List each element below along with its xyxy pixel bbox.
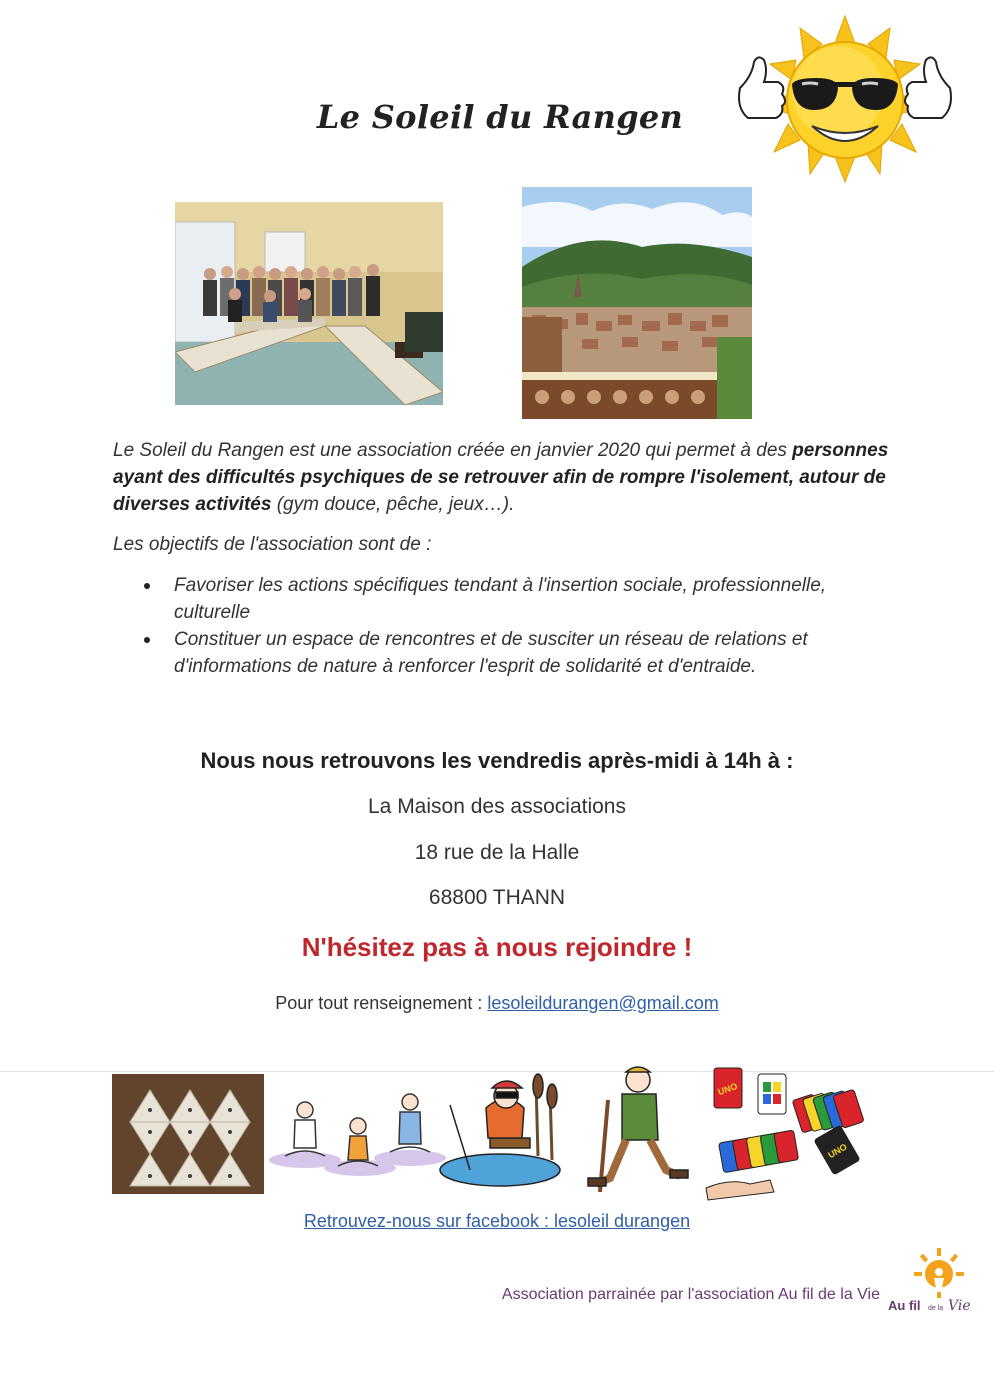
intro-text-start: Le Soleil du Rangen est une association créée en janvier 2020 qui permet à des — [113, 440, 793, 461]
contact-line — [0, 993, 994, 1014]
triomino-game-icon — [112, 1074, 264, 1194]
uno-cards-icon — [706, 1068, 864, 1200]
hiker-icon — [588, 1067, 688, 1192]
objective-text: Constituer un espace de rencontres et de susciter un réseau de relations et d'informations de nature à renforcer l'esprit de solidarité et d'entraide. — [174, 629, 808, 677]
intro-text-end: (gym douce, pêche, jeux…). — [271, 494, 515, 515]
call-to-action: N'hésitez pas à nous rejoindre ! — [301, 932, 693, 962]
facebook-line — [0, 1211, 994, 1232]
bullet-icon — [144, 637, 150, 643]
yoga-people-icon — [269, 1094, 446, 1176]
logo-text-script: Vie — [948, 1298, 971, 1314]
uno-card-label: UNO — [716, 1080, 739, 1098]
uno-card-label: UNO — [826, 1141, 849, 1161]
address-line-3: 68800 THANN — [428, 886, 566, 909]
town-landscape-photo — [522, 187, 752, 419]
meeting-heading: Nous nous retrouvons les vendredis après-midi à 14h à : — [200, 748, 794, 773]
address-line-1: La Maison des associations — [368, 795, 626, 818]
objective-text: Favoriser les actions spécifiques tendant à l'insertion sociale, professionnelle, culturelle — [174, 575, 827, 623]
page-title: Le Soleil du Rangen — [316, 98, 684, 136]
activities-illustration-strip — [110, 1060, 870, 1205]
sun-with-sunglasses-icon — [730, 14, 960, 184]
list-item — [140, 572, 880, 626]
objectives-label: Les objectifs de l'association sont de : — [113, 534, 432, 555]
list-item — [140, 626, 880, 680]
group-meeting-photo — [175, 202, 443, 405]
facebook-link[interactable]: Retrouvez-nous sur facebook : lesoleil durangen — [303, 1211, 691, 1231]
logo-text-main: Au fil — [888, 1298, 921, 1313]
au-fil-de-la-vie-logo — [884, 1244, 979, 1319]
sponsor-text: Association parrainée par l'association Au fil de la Vie — [501, 1286, 880, 1303]
contact-label: Pour tout renseignement : — [275, 993, 488, 1013]
bullet-icon — [144, 583, 150, 589]
email-link[interactable]: lesoleildurangen@gmail.com — [487, 993, 719, 1013]
logo-text-small: de la — [928, 1305, 944, 1312]
objectives-list — [140, 572, 880, 680]
intro-text-bold: personnes ayant des difficultés psychiques de se retrouver afin de rompre l'isolement, autour de diverses activités — [113, 440, 889, 515]
address-line-2: 18 rue de la Halle — [414, 841, 580, 864]
intro-paragraph — [113, 437, 893, 518]
fisherman-icon — [440, 1074, 560, 1186]
